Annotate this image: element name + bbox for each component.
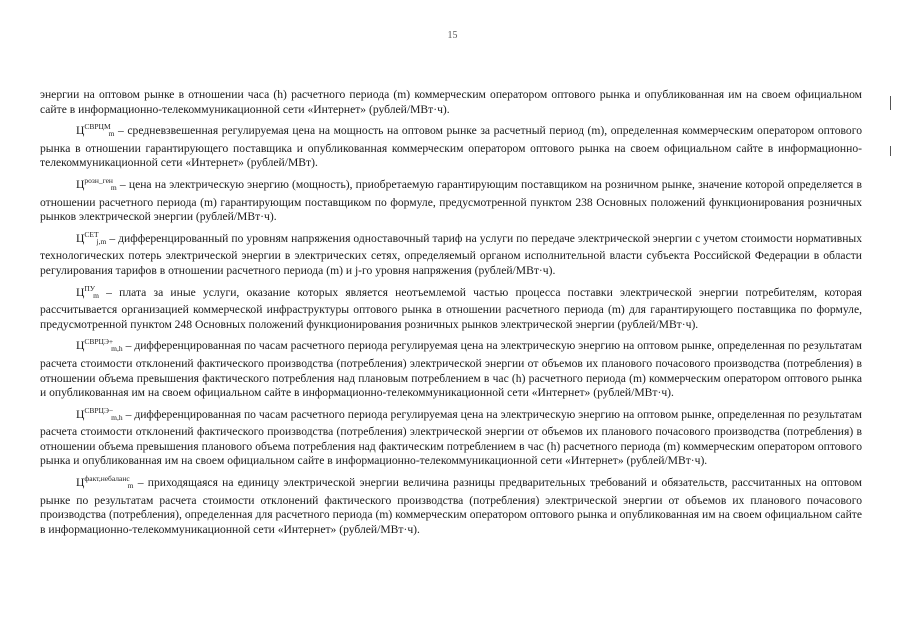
page-number: 15	[447, 30, 458, 41]
paragraph-text: – приходящаяся на единицу электрической энергии величина разницы предварительных требований и обязательств, рассчитанных на оптовом рынке по результатам расчета стоимости отклонений фактического производства (потребления) электрической энергии от объемов их планового почасового производства (потребления), определенная для расчетного периода (m) коммерческим оператором оптового рынка и опубликованная им на своем официальном сайте в информационно-телекоммуникационной сети «Интернет» (рублей/МВт·ч).	[40, 476, 862, 536]
document-body	[40, 88, 862, 540]
definition-retail-gen-price	[40, 174, 862, 225]
paragraph-text: энергии на оптовом рынке в отношении часа (h) расчетного периода (m) коммерческим оператором оптового рынка и опубликованная им на своем официальном сайте в информационно-телекоммуникационной сети «Интернет» (рублей/МВт·ч).	[40, 88, 862, 116]
definition-price-capacity	[40, 120, 862, 171]
formula-symbol: $Ц^{СВРЦМ}_m$	[76, 122, 115, 139]
formula-symbol: $Ц^{ПУ}_m$	[76, 283, 99, 300]
definition-imbalance	[40, 472, 862, 537]
scan-margin-mark	[890, 96, 891, 110]
definition-other-services	[40, 282, 862, 333]
paragraph-text: – дифференцированный по уровням напряжения одноставочный тариф на услуги по передаче электрической энергии с учетом стоимости нормативных технологических потерь электрической энергии в электрических сетях, определяемый органом исполнительной власти субъекта Российской Федерации в области регулирования тарифов в отношении расчетного периода (m) и j-го уровня напряжения (рублей/МВт·ч).	[40, 231, 862, 277]
formula-symbol: $Ц^{СВРЦЭ+}_{m,h}$	[76, 337, 123, 354]
paragraph-text: – дифференцированная по часам расчетного периода регулируемая цена на электрическую энергию на оптовом рынке, определенная по результатам расчета стоимости отклонений фактического производства (потребления) электрической энергии от объемов их планового почасового производства (потребления) в отношении объема превышения фактического потребления над плановым потреблением в час (h) расчетного периода (m) коммерческим оператором оптового рынка и опубликованная им на своем официальном сайте в информационно-телекоммуникационной сети «Интернет» (рублей/МВт·ч).	[40, 339, 862, 400]
paragraph-text: – цена на электрическую энергию (мощность), приобретаемую гарантирующим поставщиком на розничном рынке, значение которой определяется в отношении расчетного периода (m) гарантирующим поставщиком по формуле, предусмотренной пунктом 238 Основных положений функционирования розничных рынков электрической энергии (рублей/МВт·ч).	[40, 177, 862, 224]
paragraph-text: – дифференцированная по часам расчетного периода регулируемая цена на электрическую энергию на оптовом рынке, определенная по результатам расчета стоимости отклонений фактического производства (потребления) электрической энергии от объемов их планового почасового производства (потребления) в отношении объема превышения планового объема потребления над фактическим потреблением в час (h) расчетного периода (m) коммерческим оператором оптового рынка и опубликованная им на своем официальном сайте в информационно-телекоммуникационной сети «Интернет» (рублей/МВт·ч).	[40, 407, 862, 468]
definition-price-minus	[40, 404, 862, 469]
paragraph-text: – средневзвешенная регулируемая цена на мощность на оптовом рынке за расчетный период (m), определенная коммерческим оператором оптового рынка в отношении гарантирующего поставщика и опубликованная коммерческим оператором оптового рынка на своем официальном сайте в информационно-телекоммуникационной сети «Интернет» (рублей/МВт).	[40, 124, 862, 170]
definition-network-tariff	[40, 228, 862, 279]
formula-symbol: $Ц^{СЕТ}_{j,m}$	[76, 229, 107, 246]
formula-symbol: $Ц^{факт,небаланс}_m$	[76, 474, 134, 491]
scan-margin-mark	[890, 146, 891, 156]
formula-symbol: $Ц^{СВРЦЭ-}_{m,h}$	[76, 405, 123, 422]
definition-price-plus	[40, 335, 862, 400]
formula-symbol: $Ц^{розн\_ген}_m$	[76, 175, 117, 192]
paragraph-continuation	[40, 88, 862, 117]
paragraph-text: – плата за иные услуги, оказание которых является неотъемлемой частью процесса поставки электрической энергии потребителям, которая рассчитывается организацией коммерческой инфраструктуры оптового рынка в отношении расчетного периода (m) для гарантирующего поставщика по формуле, предусмотренной пунктом 248 Основных положений функционирования розничных рынков электрической энергии (рублей/МВт·ч).	[40, 285, 862, 331]
